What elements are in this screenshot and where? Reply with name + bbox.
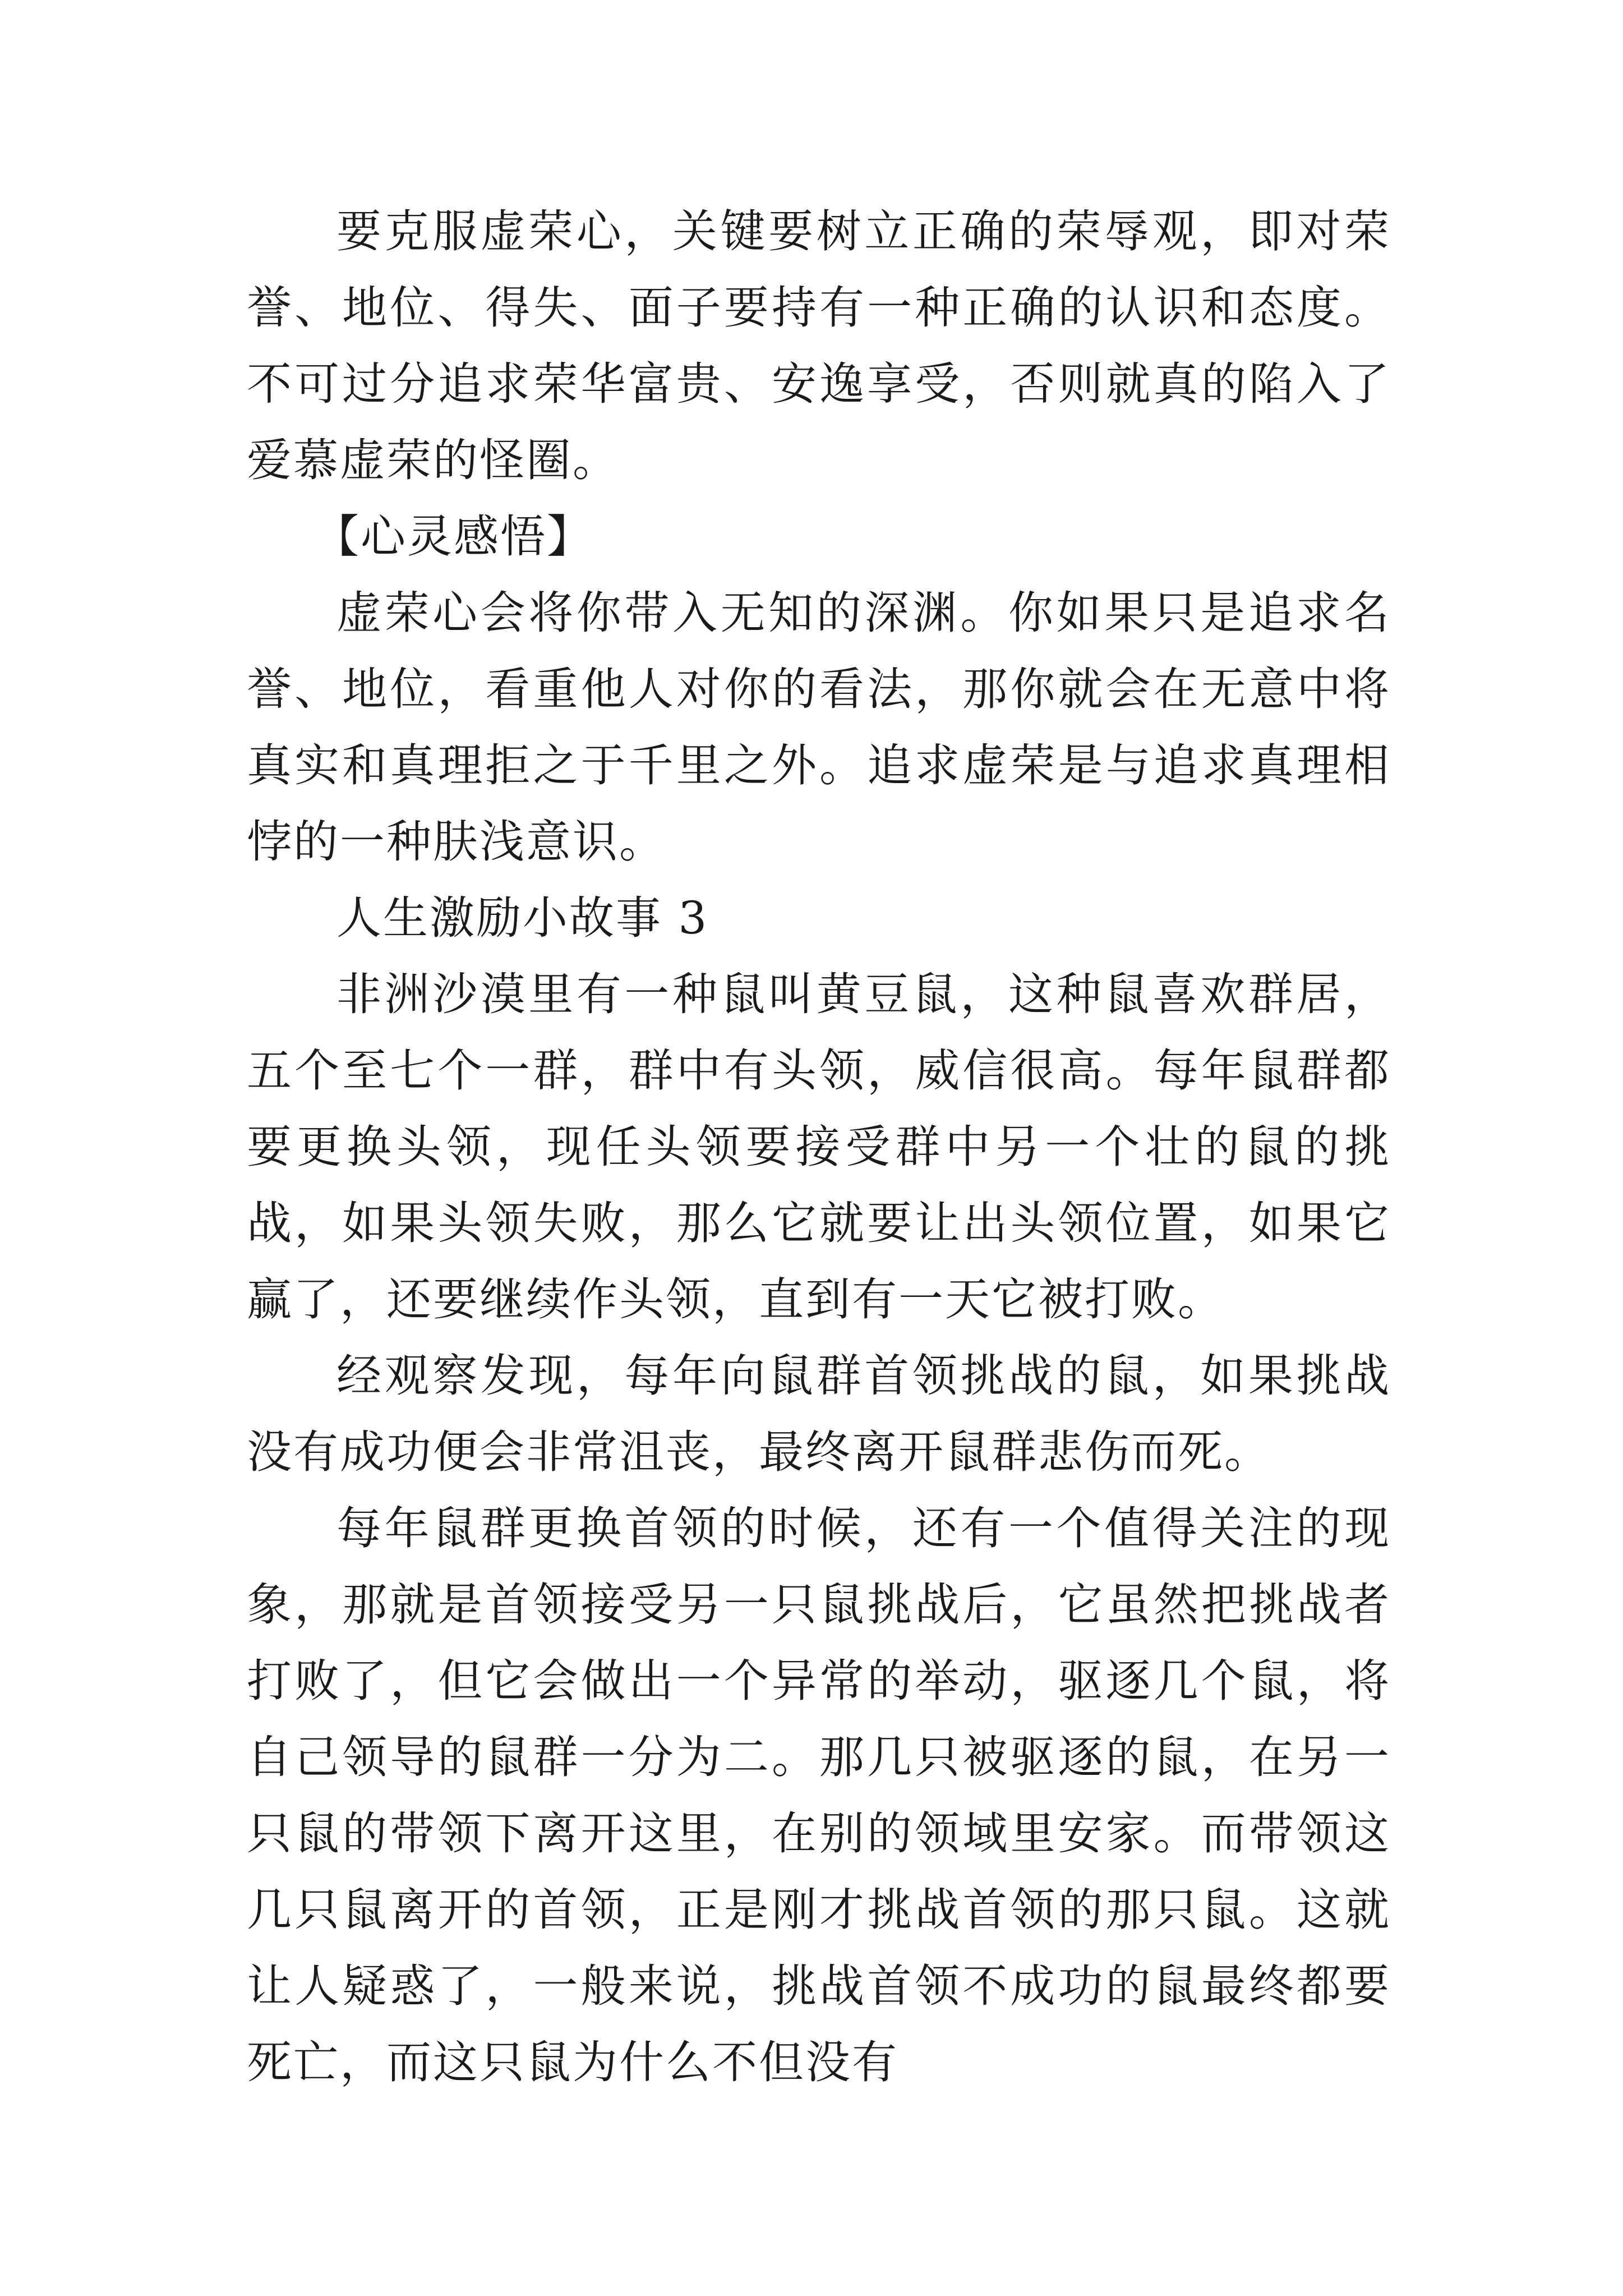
document-body xyxy=(247,194,1391,2101)
paragraph-overcome-vanity: 要克服虚荣心，关键要树立正确的荣辱观，即对荣誉、地位、得失、面子要持有一种正确的认识和态度。不可过分追求荣华富贵、安逸享受，否则就真的陷入了爱慕虚荣的怪圈。 xyxy=(247,205,1391,486)
paragraph-observation: 经观察发现，每年向鼠群首领挑战的鼠，如果挑战没有成功便会非常沮丧，最终离开鼠群悲伤而死。 xyxy=(247,1350,1391,1478)
paragraph-vanity-abyss: 虚荣心会将你带入无知的深渊。你如果只是追求名誉、地位，看重他人对你的看法，那你就会在无意中将真实和真理拒之于千里之外。追求虚荣是与追求真理相悖的一种肤浅意识。 xyxy=(247,587,1391,868)
paragraph-leader-change: 每年鼠群更换首领的时候，还有一个值得关注的现象，那就是首领接受另一只鼠挑战后，它虽然把挑战者打败了，但它会做出一个异常的举动，驱逐几个鼠，将自己领导的鼠群一分为二。那几只被驱逐的鼠，在另一只鼠的带领下离开这里，在别的领域里安家。而带领这几只鼠离开的首领，正是刚才挑战首领的那只鼠。这就让人疑惑了，一般来说，挑战首领不成功的鼠最终都要死亡，而这只鼠为什么不但没有 xyxy=(247,1502,1391,2088)
story-title: 人生激励小故事 3 xyxy=(336,892,709,944)
section-heading-insight: 【心灵感悟】 xyxy=(314,510,593,563)
paragraph-soybean-mouse: 非洲沙漠里有一种鼠叫黄豆鼠，这种鼠喜欢群居，五个至七个一群，群中有头领，威信很高。每年鼠群都要更换头领，现任头领要接受群中另一个壮的鼠的挑战，如果头领失败，那么它就要让出头领位置，如果它赢了，还要继续作头领，直到有一天它被打败。 xyxy=(247,968,1391,1326)
